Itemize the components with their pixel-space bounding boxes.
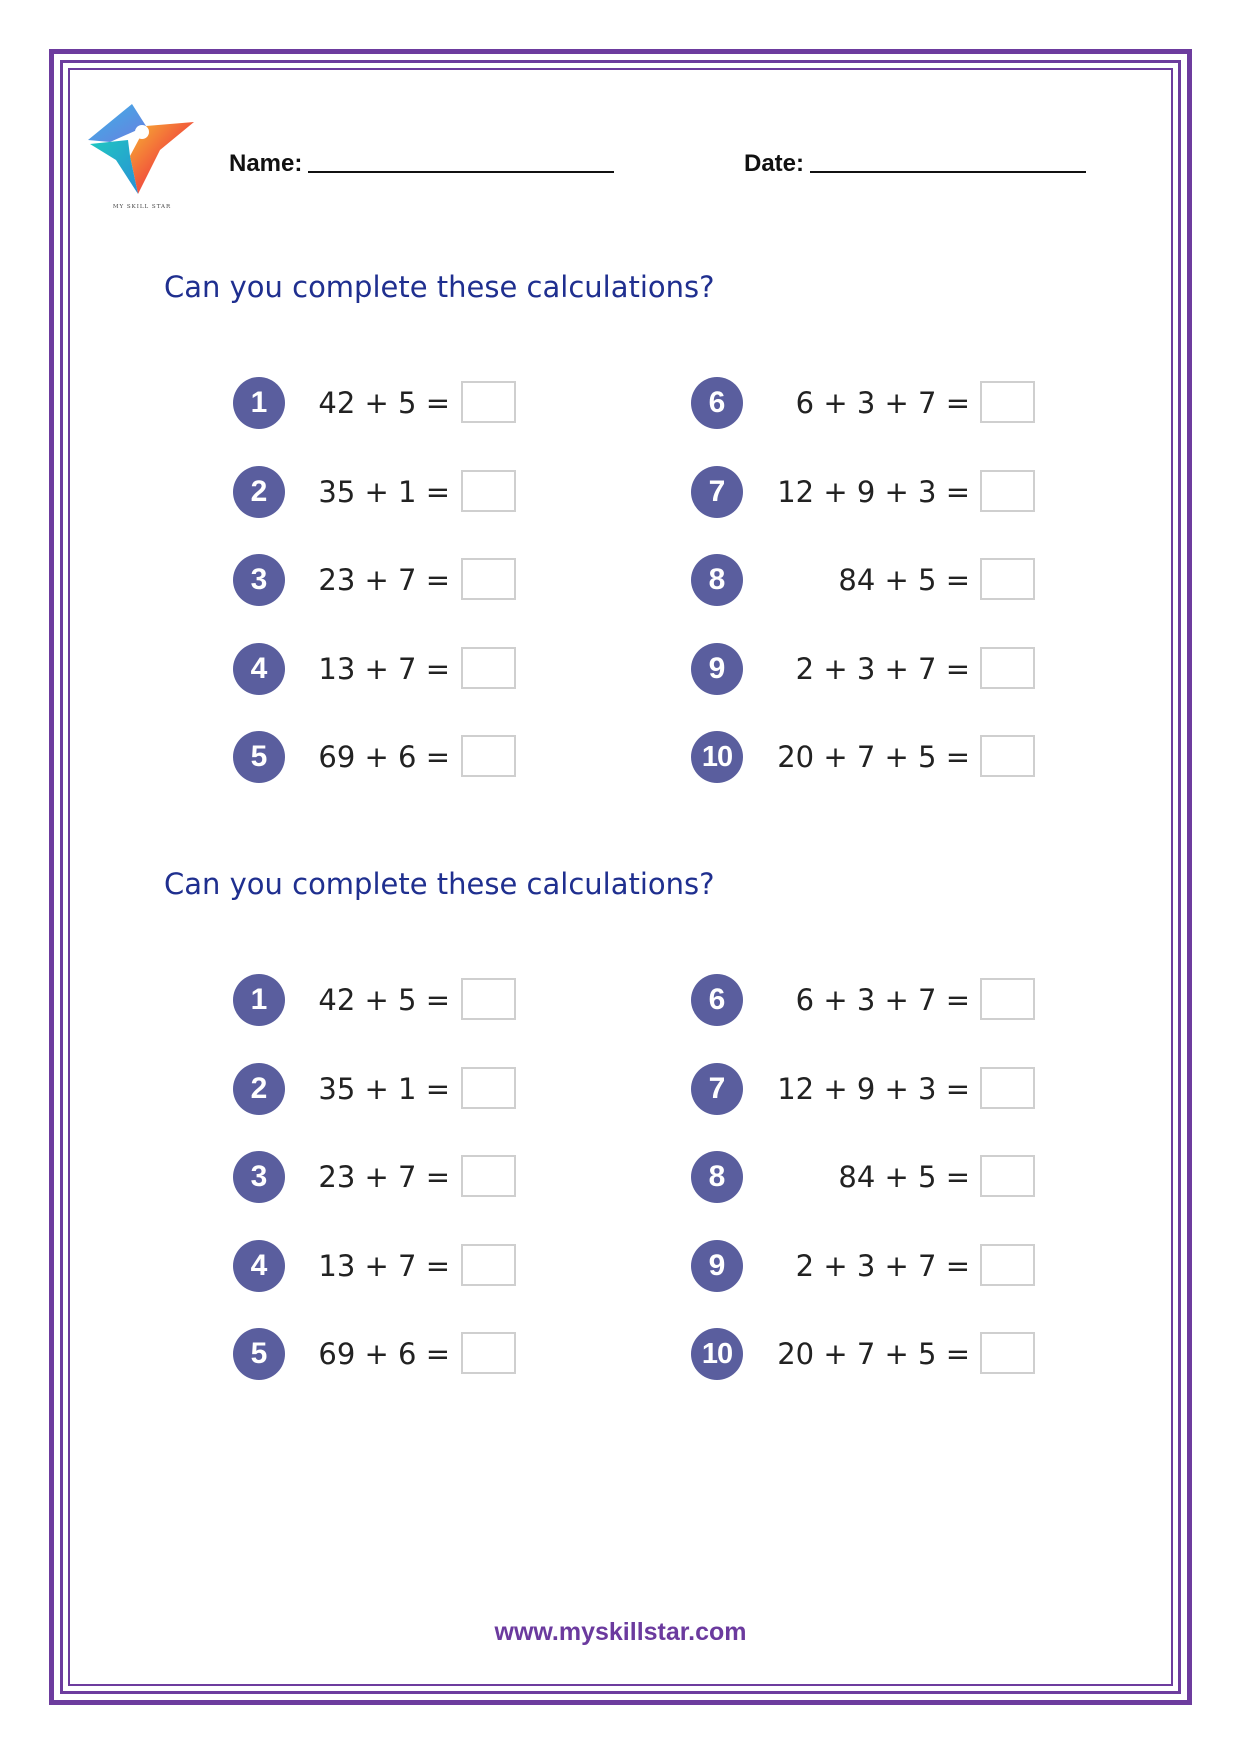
footer-url: www.myskillstar.com (494, 1618, 747, 1646)
name-write-line[interactable] (308, 151, 614, 173)
date-label: Date: (744, 150, 805, 177)
question-expression: 23 + 7 = (318, 1160, 450, 1194)
question-number-badge: 6 (691, 377, 743, 429)
logo-text: MY SKILL STAR (112, 204, 172, 210)
question-expression: 2 + 3 + 7 = (795, 652, 970, 686)
question-expression: 20 + 7 + 5 = (777, 1337, 970, 1371)
question-expression: 84 + 5 = (838, 1160, 970, 1194)
question-number-badge: 3 (233, 554, 285, 606)
question-expression: 2 + 3 + 7 = (795, 1249, 970, 1283)
question-row (0, 1328, 1241, 1378)
question-row (0, 643, 1241, 693)
question-expression: 13 + 7 = (318, 1249, 450, 1283)
logo (86, 102, 198, 214)
question-expression: 35 + 1 = (318, 1072, 450, 1106)
question-expression: 20 + 7 + 5 = (777, 740, 970, 774)
question-expression: 69 + 6 = (318, 740, 450, 774)
answer-box[interactable] (980, 1067, 1035, 1109)
question-row (0, 466, 1241, 516)
question-expression: 69 + 6 = (318, 1337, 450, 1371)
answer-box[interactable] (980, 735, 1035, 777)
answer-box[interactable] (980, 978, 1035, 1020)
question-expression: 42 + 5 = (318, 386, 450, 420)
answer-box[interactable] (980, 470, 1035, 512)
question-expression: 42 + 5 = (318, 983, 450, 1017)
question-number-badge: 9 (691, 643, 743, 695)
date-write-line[interactable] (810, 151, 1086, 173)
question-number-badge: 5 (233, 731, 285, 783)
question-expression: 13 + 7 = (318, 652, 450, 686)
question-number-badge: 9 (691, 1240, 743, 1292)
question-row (0, 1151, 1241, 1201)
name-label: Name: (229, 150, 303, 177)
answer-box[interactable] (980, 1155, 1035, 1197)
question-row (0, 731, 1241, 781)
section-1-heading: Can you complete these calculations? (164, 270, 715, 304)
question-row (0, 1063, 1241, 1113)
answer-box[interactable] (980, 558, 1035, 600)
name-field (229, 150, 614, 178)
question-expression: 6 + 3 + 7 = (795, 983, 970, 1017)
question-number-badge: 7 (691, 1063, 743, 1115)
question-number-badge: 3 (233, 1151, 285, 1203)
question-number-badge: 2 (233, 1063, 285, 1115)
question-number-badge: 2 (233, 466, 285, 518)
question-number-badge: 8 (691, 1151, 743, 1203)
question-number-badge: 10 (691, 731, 743, 783)
question-number-badge: 1 (233, 377, 285, 429)
question-number-badge: 5 (233, 1328, 285, 1380)
star-logo-icon (86, 102, 198, 202)
answer-box[interactable] (980, 647, 1035, 689)
answer-box[interactable] (980, 1332, 1035, 1374)
section-2-heading: Can you complete these calculations? (164, 867, 715, 901)
question-expression: 35 + 1 = (318, 475, 450, 509)
question-number-badge: 4 (233, 643, 285, 695)
question-expression: 6 + 3 + 7 = (795, 386, 970, 420)
question-number-badge: 6 (691, 974, 743, 1026)
answer-box[interactable] (980, 1244, 1035, 1286)
question-row (0, 974, 1241, 1024)
question-number-badge: 8 (691, 554, 743, 606)
question-expression: 12 + 9 + 3 = (777, 1072, 970, 1106)
question-expression: 12 + 9 + 3 = (777, 475, 970, 509)
question-number-badge: 1 (233, 974, 285, 1026)
question-number-badge: 10 (691, 1328, 743, 1380)
question-row (0, 377, 1241, 427)
question-expression: 84 + 5 = (838, 563, 970, 597)
answer-box[interactable] (980, 381, 1035, 423)
question-expression: 23 + 7 = (318, 563, 450, 597)
question-number-badge: 4 (233, 1240, 285, 1292)
date-field (744, 150, 1086, 178)
question-number-badge: 7 (691, 466, 743, 518)
question-row (0, 554, 1241, 604)
question-row (0, 1240, 1241, 1290)
